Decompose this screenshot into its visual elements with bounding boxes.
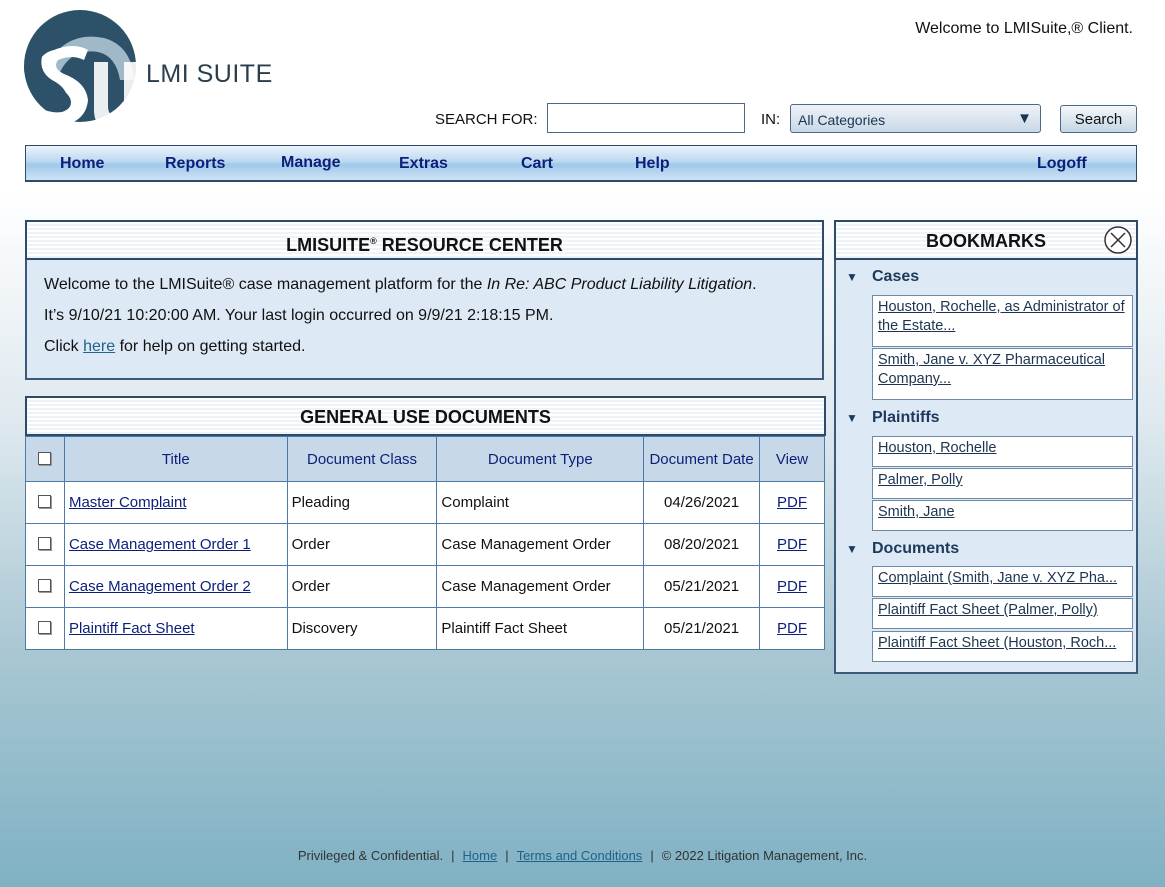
nav-cart[interactable]: Cart [521, 155, 554, 172]
document-date-cell: 08/20/2021 [644, 524, 760, 566]
pdf-link[interactable]: PDF [777, 494, 808, 511]
welcome-message: Welcome to LMISuite,® Client. [915, 20, 1133, 37]
resource-center-title-pre: LMISUITE [286, 235, 371, 255]
category-select[interactable] [790, 104, 1041, 133]
document-title-cell [64, 482, 287, 524]
footer-copyright: © 2022 Litigation Management, Inc. [661, 848, 868, 863]
document-class-cell: Pleading [287, 482, 437, 524]
section-label: Documents [872, 540, 960, 557]
section-label: Plaintiffs [872, 409, 940, 426]
litigation-name: In Re: ABC Product Liability Litigation [486, 276, 753, 293]
column-document-date[interactable]: Document Date [644, 437, 760, 482]
logo-text: LMI SUITE [146, 60, 273, 88]
section-label: Cases [872, 268, 920, 285]
bookmarks-title [834, 220, 1138, 260]
document-class-cell: Order [287, 524, 437, 566]
document-title-link[interactable]: Plaintiff Fact Sheet [68, 620, 195, 637]
table-row [26, 608, 825, 650]
pdf-link[interactable]: PDF [777, 578, 808, 595]
document-title-link[interactable]: Case Management Order 2 [68, 578, 251, 595]
general-documents-title: GENERAL USE DOCUMENTS [25, 396, 826, 436]
column-document-type[interactable]: Document Type [437, 437, 644, 482]
document-title-cell [64, 566, 287, 608]
expand-triangle-icon: ▼ [846, 270, 858, 284]
help-line [44, 338, 305, 356]
document-type-cell: Plaintiff Fact Sheet [437, 608, 644, 650]
view-cell [760, 608, 825, 650]
bookmark-document-item[interactable]: Plaintiff Fact Sheet (Houston, Roch... [872, 631, 1133, 662]
view-cell [760, 482, 825, 524]
checkbox-icon [38, 495, 51, 508]
bookmark-section-plaintiffs[interactable] [846, 409, 940, 427]
document-type-cell: Complaint [437, 482, 644, 524]
search-label: SEARCH FOR: [435, 111, 538, 128]
bookmark-case-item[interactable]: Smith, Jane v. XYZ Pharmaceutical Company... [872, 348, 1133, 400]
document-title-cell [64, 524, 287, 566]
documents-table [25, 436, 825, 650]
close-circle-icon[interactable] [1104, 226, 1132, 254]
row-checkbox[interactable] [26, 524, 65, 566]
bookmark-plaintiff-item[interactable]: Palmer, Polly [872, 468, 1133, 499]
document-title-link[interactable]: Case Management Order 1 [68, 536, 251, 553]
login-info-line: It’s 9/10/21 10:20:00 AM. Your last login occurred on 9/9/21 2:18:15 PM. [44, 307, 554, 324]
document-date-cell: 04/26/2021 [644, 482, 760, 524]
expand-triangle-icon: ▼ [846, 411, 858, 425]
view-cell [760, 524, 825, 566]
column-title[interactable]: Title [64, 437, 287, 482]
document-title-cell [64, 608, 287, 650]
select-all-checkbox[interactable] [26, 437, 65, 482]
bookmarks-title-text: BOOKMARKS [926, 231, 1046, 251]
expand-triangle-icon: ▼ [846, 542, 858, 556]
footer-separator: | [451, 848, 455, 863]
nav-reports[interactable]: Reports [165, 155, 226, 172]
table-row [26, 566, 825, 608]
document-title-link[interactable]: Master Complaint [68, 494, 187, 511]
bookmarks-body [834, 260, 1138, 674]
nav-help[interactable]: Help [635, 155, 670, 172]
nav-home[interactable]: Home [60, 155, 105, 172]
footer-separator: | [650, 848, 654, 863]
footer-confidential: Privileged & Confidential. [297, 848, 444, 863]
help-line-pre: Click [44, 338, 84, 355]
dropdown-arrow-icon: ▼ [1017, 110, 1032, 127]
bookmark-section-cases[interactable] [846, 268, 919, 286]
bookmark-plaintiff-item[interactable]: Smith, Jane [872, 500, 1133, 531]
pdf-link[interactable]: PDF [777, 620, 808, 637]
footer-home-link[interactable]: Home [462, 848, 498, 863]
row-checkbox[interactable] [26, 482, 65, 524]
column-view[interactable]: View [760, 437, 825, 482]
checkbox-icon [38, 537, 51, 550]
help-here-link[interactable]: here [83, 338, 116, 355]
bookmark-plaintiff-item[interactable]: Houston, Rochelle [872, 436, 1133, 467]
resource-center-title-post: RESOURCE CENTER [376, 235, 563, 255]
document-class-cell: Discovery [287, 608, 437, 650]
footer-terms-link[interactable]: Terms and Conditions [516, 848, 643, 863]
bookmark-document-item[interactable]: Complaint (Smith, Jane v. XYZ Pha... [872, 566, 1133, 597]
bookmark-case-item[interactable]: Houston, Rochelle, as Administrator of the Estate... [872, 295, 1133, 347]
welcome-line [44, 276, 757, 294]
main-nav [25, 145, 1137, 182]
table-header-row [26, 437, 825, 482]
table-row [26, 482, 825, 524]
checkbox-icon [38, 621, 51, 634]
row-checkbox[interactable] [26, 566, 65, 608]
welcome-line-end: . [752, 276, 757, 293]
footer-separator: | [505, 848, 509, 863]
document-date-cell: 05/21/2021 [644, 566, 760, 608]
nav-manage[interactable]: Manage [281, 154, 341, 171]
row-checkbox[interactable] [26, 608, 65, 650]
bookmark-document-item[interactable]: Plaintiff Fact Sheet (Palmer, Polly) [872, 598, 1133, 629]
column-document-class[interactable]: Document Class [287, 437, 437, 482]
category-label: IN: [761, 111, 781, 128]
registered-mark: ® [370, 236, 377, 246]
help-line-post: for help on getting started. [115, 338, 306, 355]
pdf-link[interactable]: PDF [777, 536, 808, 553]
table-row [26, 524, 825, 566]
nav-logoff[interactable]: Logoff [1037, 155, 1087, 172]
checkbox-icon [38, 579, 51, 592]
document-class-cell: Order [287, 566, 437, 608]
search-input[interactable] [547, 103, 745, 133]
bookmark-section-documents[interactable] [846, 540, 959, 558]
search-button[interactable]: Search [1060, 105, 1137, 133]
checkbox-icon [38, 452, 51, 465]
category-selected-value: All Categories [798, 112, 886, 128]
document-type-cell: Case Management Order [437, 524, 644, 566]
document-type-cell: Case Management Order [437, 566, 644, 608]
nav-extras[interactable]: Extras [399, 155, 448, 172]
resource-center-body [25, 260, 824, 380]
document-date-cell: 05/21/2021 [644, 608, 760, 650]
resource-center-title [25, 220, 824, 260]
view-cell [760, 566, 825, 608]
welcome-line-text: Welcome to the LMISuite® case management platform for the [44, 276, 487, 293]
footer [0, 848, 1165, 863]
